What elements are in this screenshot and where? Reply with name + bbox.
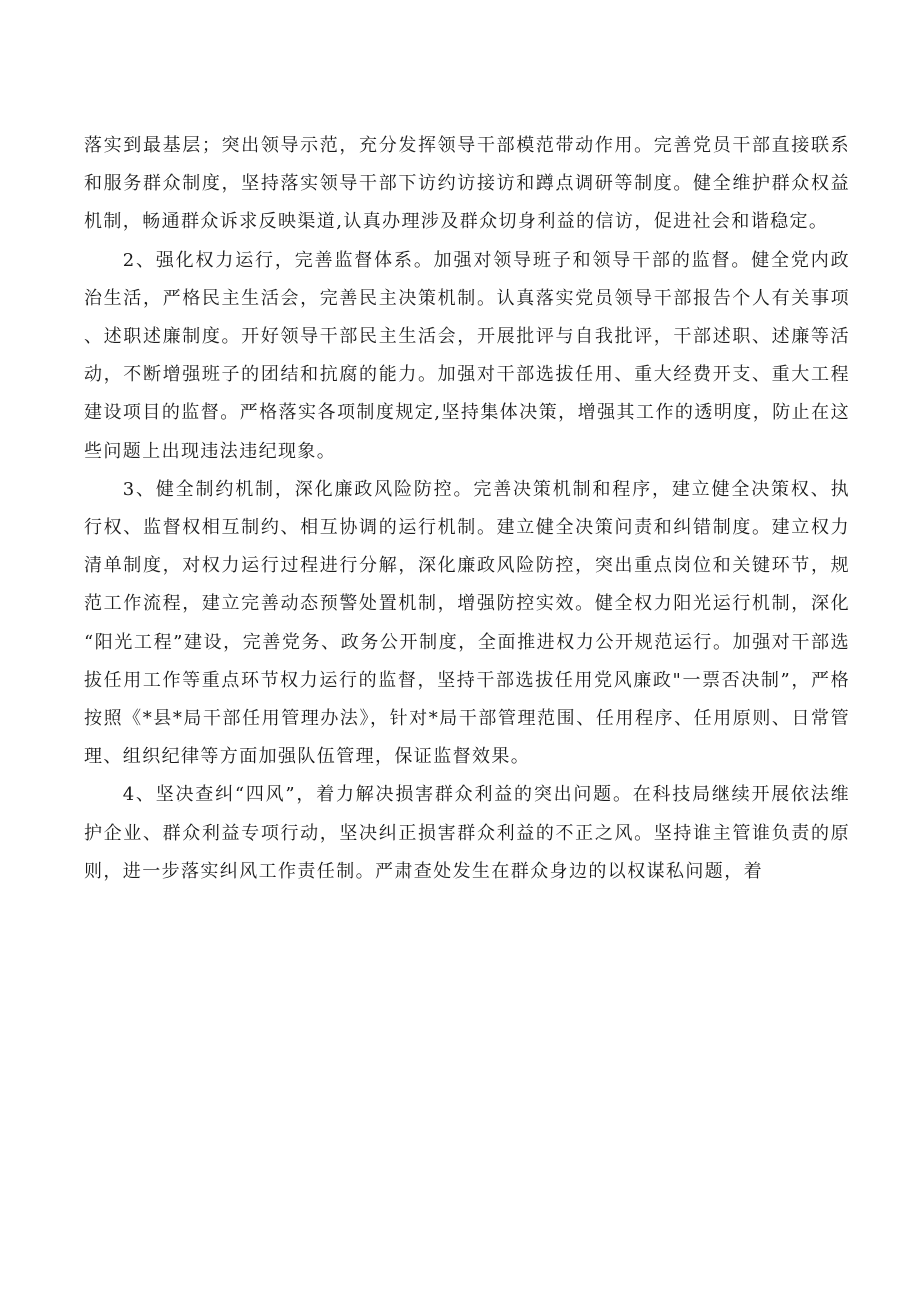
paragraph-continuation: 落实到最基层；突出领导示范，充分发挥领导干部模范带动作用。完善党员干部直接联系和服务群众制度，坚持落实领导干部下访约访接访和蹲点调研等制度。健全维护群众权益机制，畅通群众诉求反映渠道,认真办理涉及群众切身利益的信访，促进社会和谐稳定。 (84, 135, 850, 233)
paragraph-item-2: 2、强化权力运行，完善监督体系。加强对领导班子和领导干部的监督。健全党内政治生活，严格民主生活会，完善民主决策机制。认真落实党员领导干部报告个人有关事项、述职述廉制度。开好领导干部民主生活会，开展批评与自我批评，干部述职、述廉等活动，不断增强班子的团结和抗腐的能力。加强对干部选拔任用、重大经费开支、重大工程建设项目的监督。严格落实各项制度规定,坚持集体决策，增强其工作的透明度，防止在这些问题上出现违法违纪现象。 (84, 249, 850, 462)
document-body (84, 127, 850, 891)
paragraph-item-3: 3、健全制约机制，深化廉政风险防控。完善决策机制和程序，建立健全决策权、执行权、监督权相互制约、相互协调的运行机制。建立健全决策问责和纠错制度。建立权力清单制度，对权力运行过程进行分解，深化廉政风险防控，突出重点岗位和关键环节，规范工作流程，建立完善动态预警处置机制，增强防控实效。健全权力阳光运行机制，深化“阳光工程”建设，完善党务、政务公开制度，全面推进权力公开规范运行。加强对干部选拔任用工作等重点环节权力运行的监督，坚持干部选拔任用党风廉政"一票否决制”，严格按照《*县*局干部任用管理办法》，针对*局干部管理范围、任用程序、任用原则、日常管理、组织纪律等方面加强队伍管理，保证监督效果。 (84, 478, 850, 768)
paragraph-item-4: 4、坚决查纠“四风”，着力解决损害群众利益的突出问题。在科技局继续开展依法维护企业、群众利益专项行动，坚决纠正损害群众利益的不正之风。坚持谁主管谁负责的原则，进一步落实纠风工作责任制。严肃查处发生在群众身边的以权谋私问题，着 (84, 784, 850, 882)
